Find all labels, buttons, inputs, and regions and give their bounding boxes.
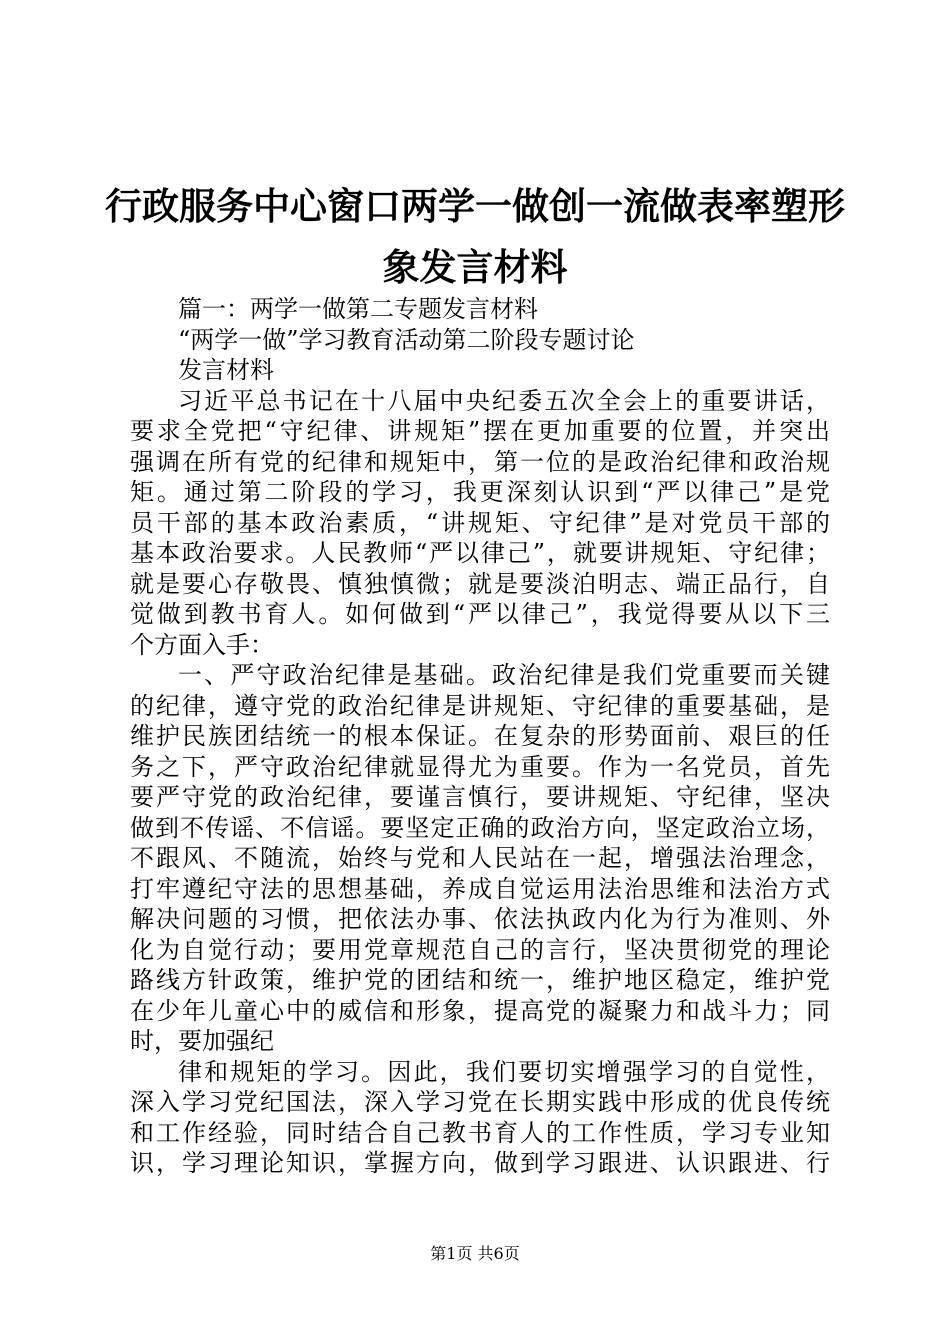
body-line: 篇一：两学一做第二专题发言材料 (178, 295, 538, 323)
body-line: 解决问题的习惯，把依法办事、依法执政内化为行为准则、外 (130, 905, 830, 933)
body-line: 矩。通过第二阶段的学习，我更深刻认识到“严以律己”是党 (130, 478, 830, 506)
document-title-line-2: 象发言材料 (382, 245, 568, 289)
body-line: 要求全党把“守纪律、讲规矩”摆在更加重要的位置，并突出 (130, 417, 830, 445)
body-line: 在少年儿童心中的威信和形象，提高党的凝聚力和战斗力；同 (130, 996, 830, 1025)
body-line: 化为自觉行动；要用党章规范自己的言行，坚决贯彻党的理论 (130, 935, 830, 964)
body-line: 个方面入手： (130, 630, 274, 659)
body-line: 路线方针政策，维护党的团结和统一，维护地区稳定，维护党 (130, 966, 830, 994)
body-line: 打牢遵纪守法的思想基础，养成自觉运用法治思维和法治方式 (130, 874, 830, 903)
body-line: 维护民族团结统一的根本保证。在复杂的形势面前、艰巨的任 (130, 722, 830, 750)
body-line: 做到不传谣、不信谣。要坚定正确的政治方向，坚定政治立场， (130, 813, 830, 842)
body-line: 律和规矩的学习。因此，我们要切实增强学习的自觉性， (178, 1057, 830, 1086)
body-line: 强调在所有党的纪律和规矩中，第一位的是政治纪律和政治规 (130, 447, 830, 476)
body-line: 识，学习理论知识，掌握方向，做到学习跟进、认识跟进、行 (130, 1149, 830, 1177)
page-footer: 第1页 共6页 (430, 1244, 520, 1263)
body-line: 务之下，严守政治纪律就显得尤为重要。作为一名党员，首先 (130, 752, 830, 781)
body-line: “两学一做”学习教育活动第二阶段专题讨论 (178, 325, 635, 354)
document-body (130, 294, 830, 1179)
body-line: 基本政治要求。人民教师“严以律己”，就要讲规矩、守纪律； (130, 539, 830, 567)
body-line: 觉做到教书育人。如何做到“严以律己”，我觉得要从以下三 (130, 600, 830, 628)
body-line: 习近平总书记在十八届中央纪委五次全会上的重要讲话， (178, 386, 830, 415)
body-line: 一、严守政治纪律是基础。政治纪律是我们党重要而关键 (178, 661, 830, 689)
body-line: 时，要加强纪 (130, 1027, 274, 1055)
body-line: 和工作经验，同时结合自己教书育人的工作性质，学习专业知 (130, 1118, 830, 1147)
body-line: 的纪律，遵守党的政治纪律是讲规矩、守纪律的重要基础，是 (130, 691, 830, 720)
body-line: 要严守党的政治纪律，要谨言慎行，要讲规矩、守纪律，坚决 (130, 783, 830, 811)
body-line: 员干部的基本政治素质，“讲规矩、守纪律”是对党员干部的 (130, 508, 830, 537)
body-line: 发言材料 (178, 356, 274, 384)
body-line: 就是要心存敬畏、慎独慎微；就是要淡泊明志、端正品行，自 (130, 569, 830, 598)
document-title-line-1: 行政服务中心窗口两学一做创一流做表率塑形 (105, 184, 845, 228)
body-line: 不跟风、不随流，始终与党和人民站在一起，增强法治理念， (130, 844, 830, 872)
body-line: 深入学习党纪国法，深入学习党在长期实践中形成的优良传统 (130, 1088, 830, 1116)
